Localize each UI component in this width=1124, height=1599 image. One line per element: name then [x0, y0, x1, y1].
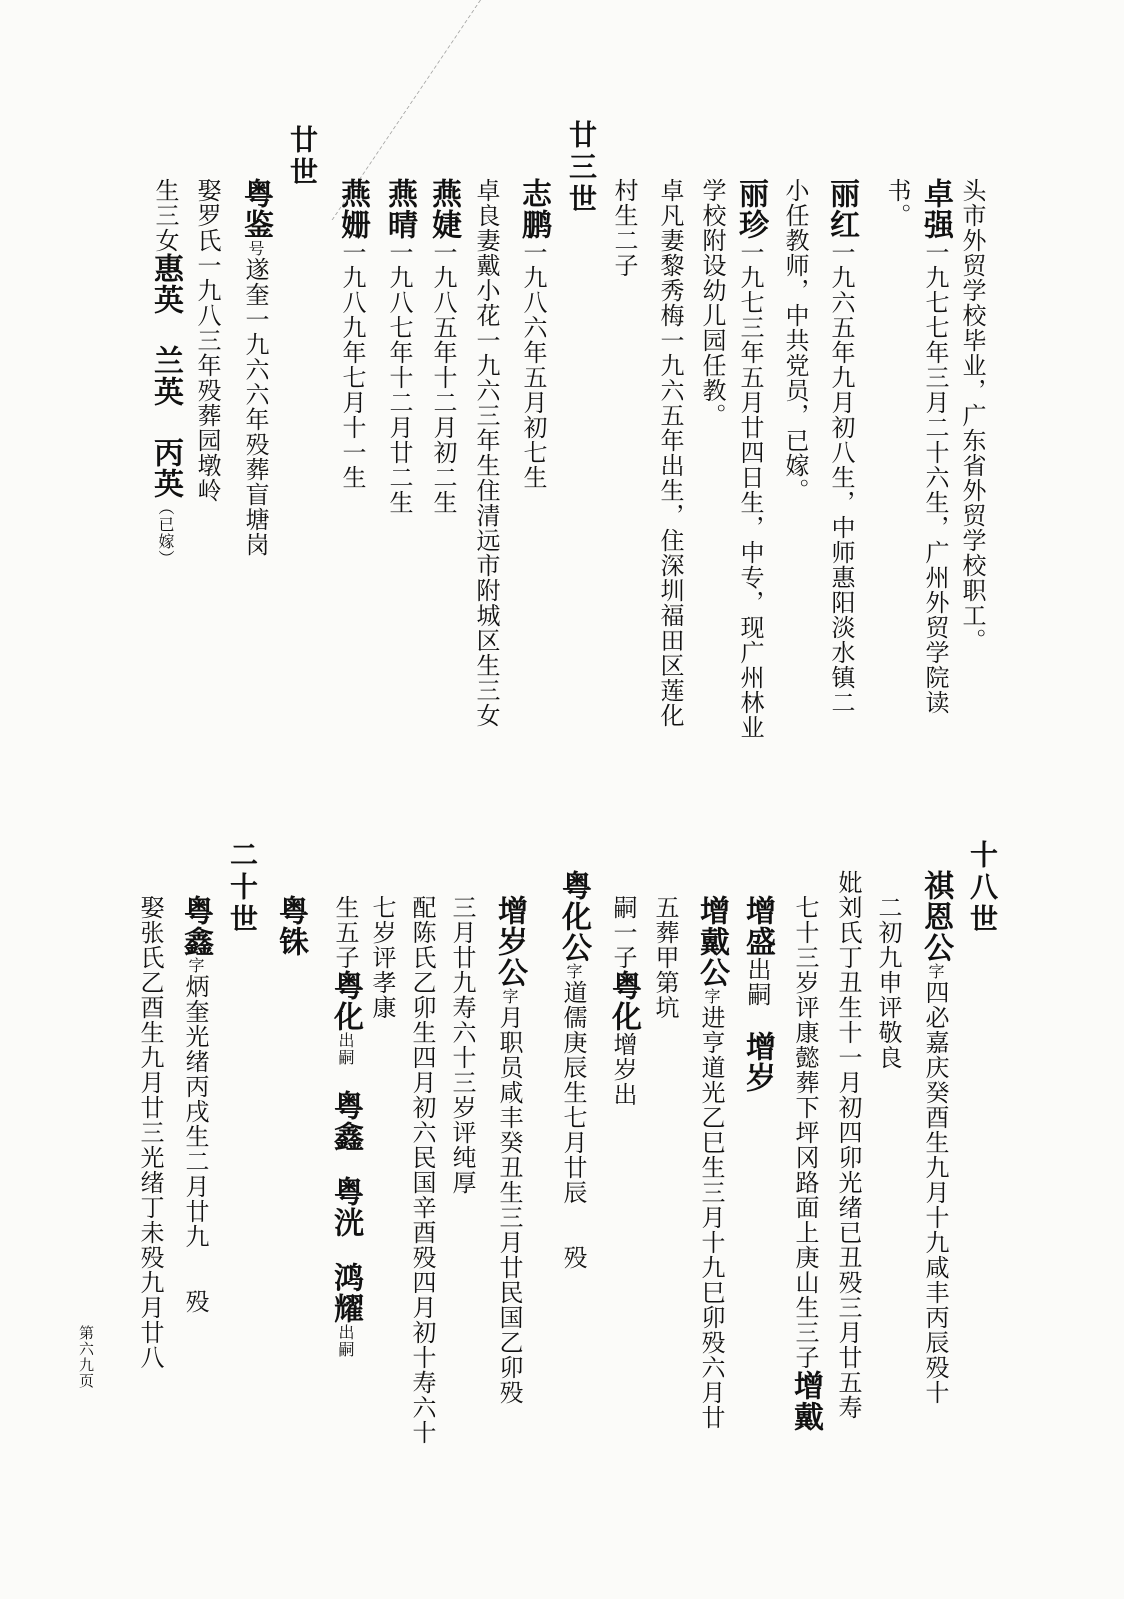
- text: 卓凡妻黎秀梅一九六五年出生，住深圳福田区莲化: [656, 178, 684, 728]
- person-name: 祺恩公: [918, 870, 953, 963]
- top-col-13: [426, 178, 461, 515]
- person-name: 粤洸: [328, 1176, 363, 1238]
- top-col-8: [658, 178, 682, 728]
- bottom-col-16: [273, 895, 308, 957]
- person-name: 粤鑫: [328, 1090, 363, 1152]
- top-col-4: [824, 178, 859, 715]
- person-name: 燕姗: [335, 178, 370, 240]
- person-name: 燕婕: [426, 178, 461, 240]
- courtesy-mark: 字: [186, 957, 205, 974]
- person-name: 增盛: [740, 895, 775, 957]
- text: 一九八七年十二月廿二生: [385, 240, 413, 515]
- text: 七十三岁评康懿葬下坪冈路面上庚山生三子: [791, 895, 819, 1370]
- note: （已嫁）: [156, 499, 175, 567]
- generation-heading: [565, 120, 598, 216]
- text: 第六九页: [77, 1325, 95, 1389]
- courtesy-mark: 字: [564, 963, 583, 980]
- bottom-col-2: [918, 870, 953, 1405]
- text: 一九七三年五月廿四日生，中专，现广州林业: [736, 240, 764, 740]
- bottom-col-6: [740, 895, 775, 1093]
- person-name: 粤铢: [273, 895, 308, 957]
- text: 一九八六年五月初七生: [519, 240, 547, 490]
- bottom-col-10: [556, 870, 591, 1270]
- top-col-2: [918, 178, 953, 715]
- text: 月职员咸丰癸丑生三月廿民国乙卯殁: [495, 1005, 523, 1405]
- text: 三月廿九寿六十三岁评纯厚: [448, 895, 476, 1195]
- top-col-1: [960, 178, 984, 653]
- courtesy-mark: 字: [926, 963, 945, 980]
- person-name: 粤鉴: [238, 178, 273, 240]
- text: 廿三世: [565, 120, 598, 216]
- text: 出嗣: [743, 957, 771, 1007]
- person-name: 粤化公: [556, 870, 591, 963]
- text: 一九七七年三月二十六生，广州外贸学院读: [921, 240, 949, 715]
- top-col-15: [335, 178, 370, 490]
- bottom-col-13: [410, 895, 434, 1445]
- text: 出嗣: [336, 1324, 355, 1358]
- generation-heading: [966, 840, 999, 936]
- text: 娶张氏乙酉生九月廿三光绪丁未殁九月廿八: [136, 895, 164, 1370]
- text: 四必嘉庆癸酉生九月十九咸丰丙辰殁十: [921, 980, 949, 1405]
- courtesy-mark: 字: [702, 988, 721, 1005]
- text: 生三女: [151, 178, 179, 253]
- courtesy-mark: 号: [246, 240, 265, 257]
- text: 小任教师，中共党员，已嫁。: [781, 178, 809, 503]
- bottom-col-15: [328, 895, 363, 1358]
- person-name: 兰英: [148, 345, 183, 407]
- person-name: 丽珍: [733, 178, 768, 240]
- person-name: 增戴公: [694, 895, 729, 988]
- page-number: [78, 1325, 93, 1389]
- text: 七岁评孝康: [368, 895, 396, 1020]
- top-col-19: [148, 178, 183, 567]
- top-col-11: [516, 178, 551, 490]
- bottom-col-11: [492, 895, 527, 1405]
- text: 一九八九年七月十一生: [338, 240, 366, 490]
- bottom-col-14: [370, 895, 394, 1020]
- person-name: 惠英: [148, 253, 183, 315]
- text: 一九八五年十二月初二生: [429, 240, 457, 515]
- text: 出嗣: [336, 1032, 355, 1066]
- text: 遂奎一九六六年殁葬盲塘岗: [241, 257, 269, 557]
- bottom-col-7: [694, 895, 729, 1430]
- text: 书。: [883, 178, 911, 228]
- bottom-col-19: [138, 895, 162, 1370]
- person-name: 志鹏: [516, 178, 551, 240]
- generation-heading: [286, 125, 319, 189]
- text: 五葬甲第坑: [651, 895, 679, 1020]
- bottom-col-3: [876, 895, 900, 1070]
- generation-heading: [226, 840, 259, 936]
- person-name: 燕晴: [382, 178, 417, 240]
- text: 二十世: [226, 840, 259, 936]
- person-name: 卓强: [918, 178, 953, 240]
- top-col-3: [885, 178, 909, 228]
- text: 增岁出: [609, 1032, 637, 1107]
- person-name: 粤化: [328, 970, 363, 1032]
- person-name: 丙英: [148, 437, 183, 499]
- top-col-18: [195, 178, 219, 503]
- text: 道儒庚辰生七月廿辰: [559, 980, 587, 1205]
- bottom-col-9: [606, 895, 641, 1107]
- text: 十八世: [966, 840, 999, 936]
- text: 妣刘氏丁丑生十一月初四卯光绪已丑殁三月廿五寿: [834, 870, 862, 1420]
- bottom-col-8: [653, 895, 677, 1020]
- person-name: 丽红: [824, 178, 859, 240]
- text: 头市外贸学校毕业，广东省外贸学校职工。: [958, 178, 986, 653]
- text: 进亨道光乙巳生三月十九巳卯殁六月廿: [697, 1005, 725, 1430]
- top-col-14: [382, 178, 417, 515]
- text: 生五子: [331, 895, 359, 970]
- bottom-col-4: [836, 870, 860, 1420]
- text: 娶罗氏一九八三年殁葬园墩岭: [193, 178, 221, 503]
- text: 殁: [181, 1289, 209, 1314]
- top-col-7: [700, 178, 724, 428]
- text: 学校附设幼儿园任教。: [698, 178, 726, 428]
- bottom-col-5: [788, 895, 823, 1432]
- bottom-col-18: [178, 895, 213, 1314]
- courtesy-mark: 字: [500, 988, 519, 1005]
- top-col-12: [474, 178, 498, 728]
- top-col-17: [238, 178, 273, 557]
- person-name: 粤鑫: [178, 895, 213, 957]
- top-col-6: [733, 178, 768, 740]
- text: 炳奎光绪丙戌生二月廿九: [181, 974, 209, 1249]
- text: 卓良妻戴小花一九六三年生住清远市附城区生三女: [472, 178, 500, 728]
- text: 殁: [559, 1245, 587, 1270]
- text: 一九六五年九月初八生，中师惠阳淡水镇二: [827, 240, 855, 715]
- text: 配陈氏乙卯生四月初六民国辛酉殁四月初十寿六十: [408, 895, 436, 1445]
- person-name: 增戴: [788, 1370, 823, 1432]
- text: 廿世: [286, 125, 319, 189]
- person-name: 增岁公: [492, 895, 527, 988]
- text: 二初九申评敬良: [874, 895, 902, 1070]
- person-name: 鸿耀: [328, 1262, 363, 1324]
- text: 嗣一子: [609, 895, 637, 970]
- top-col-5: [783, 178, 807, 503]
- bottom-col-12: [450, 895, 474, 1195]
- text: 村生二子: [610, 178, 638, 278]
- top-col-9: [612, 178, 636, 278]
- person-name: 粤化: [606, 970, 641, 1032]
- person-name: 增岁: [740, 1031, 775, 1093]
